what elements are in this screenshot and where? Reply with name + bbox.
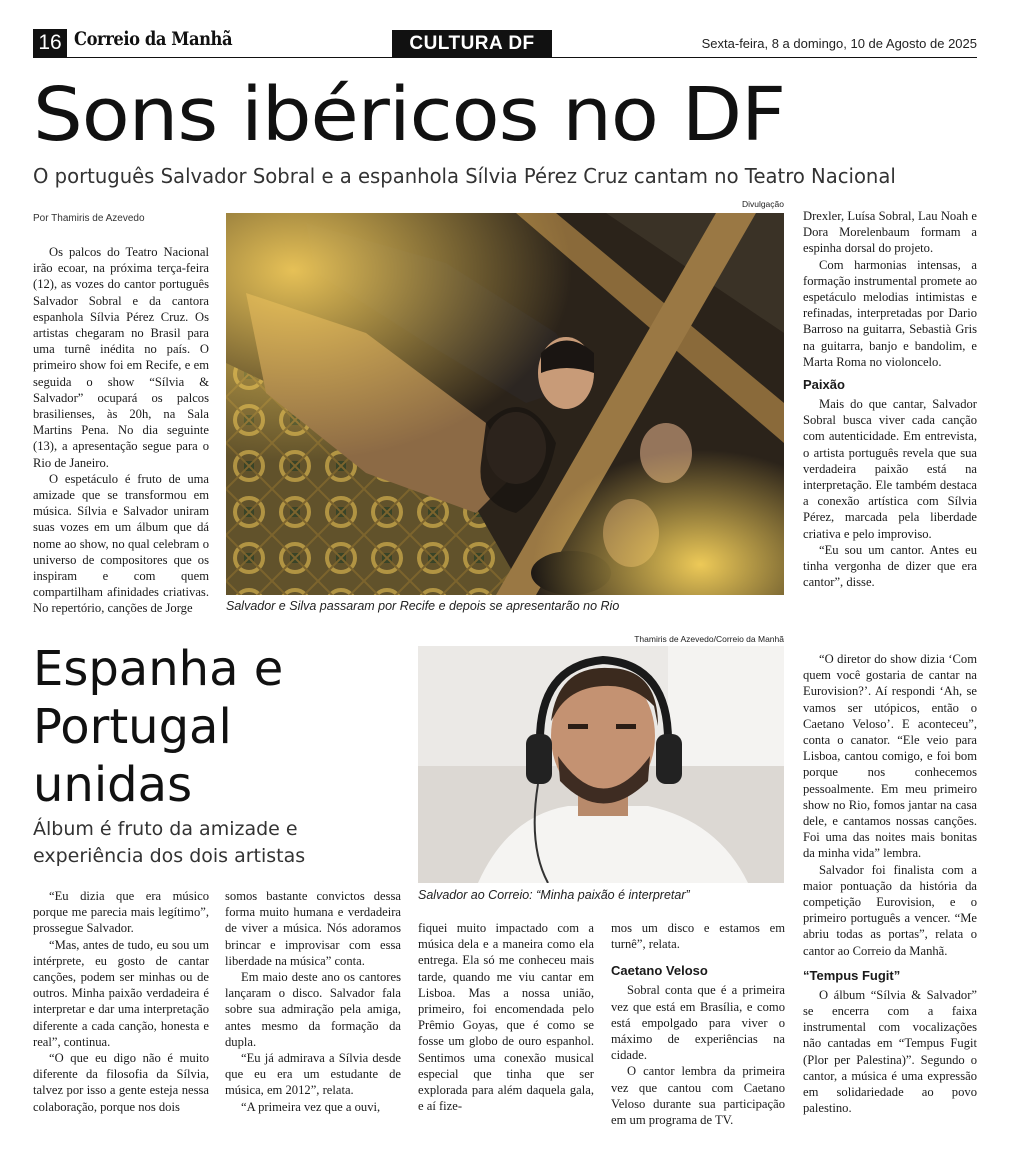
- paragraph: mos um disco e estamos em turnê”, relata.: [611, 921, 785, 952]
- paragraph: Drexler, Luísa Sobral, Lau Noah e Dora Morelenbaum formam a espinha dorsal do projeto.: [803, 209, 977, 256]
- article2-column-2: [225, 888, 401, 1115]
- paragraph: fiquei muito impactado com a música dela e a maneira como ela entrega. Ela só me conheceu mais tarde, quando me viu cantar em Lisboa. Mas a nossa união, primeiro, foi encomendada pelo Prêmio Goyas, que é como se fosse um globo de ouro espanhol. Sentimos uma conexão musical especial que tinha que ser explorada para além daquela gala, e aí fize-: [418, 921, 594, 1114]
- photo-credit: Divulgação: [741, 199, 784, 209]
- photo-caption: Salvador e Silva passaram por Recife e depois se apresentarão no Rio: [226, 599, 620, 613]
- paragraph: Salvador foi finalista com a maior pontuação da história da competição Eurovision, e o primeiro português a vencer. “Me abriu todas as portas”, relata o cantor ao Correio da Manhã.: [803, 862, 977, 958]
- subheadline-2: Álbum é fruto da amizade e experiência dos dois artistas: [33, 818, 306, 867]
- article2-column-4: [611, 920, 785, 1128]
- paragraph: O álbum “Sílvia & Salvador” se encerra com a faixa instrumental com vocalizações não cantadas em “Tempus Fugit (Plor per Palestina)”. Segundo o cantor, a música é uma expressão em solidariedade ao povo palestino.: [803, 987, 977, 1116]
- paragraph: “Eu já admirava a Sílvia desde que eu era um estudante de música, em 2012”, relata.: [225, 1051, 401, 1098]
- paragraph: O cantor lembra da primeira vez que cantou com Caetano Veloso durante sua participação em um programa de TV.: [611, 1064, 785, 1128]
- byline: Por Thamiris de Azevedo: [33, 213, 145, 224]
- paragraph: Em maio deste ano os cantores lançaram o disco. Salvador fala sobre sua admiração pela amiga, antes mesmo da formação da dupla.: [225, 970, 401, 1049]
- article2-column-3: [418, 920, 594, 1114]
- photo-credit-2: Thamiris de Azevedo/Correio da Manhã: [634, 634, 784, 644]
- newspaper-name: Correio da Manhã: [74, 28, 233, 50]
- header-rule: [33, 57, 977, 58]
- paragraph: “A primeira vez que a ouvi,: [241, 1099, 381, 1114]
- photo-caption-2: Salvador ao Correio: “Minha paixão é interpretar”: [418, 888, 690, 902]
- salvador-photo-illustration: [418, 646, 784, 883]
- article1-column-1: [33, 244, 209, 617]
- duo-photo-illustration: [226, 213, 784, 595]
- paragraph: somos bastante convictos dessa forma muito humana e verdadeira de viver a música. Nós adoramos brincar e improvisar com essa liberdade na música” conta.: [225, 889, 401, 968]
- article2-column-1: [33, 888, 209, 1115]
- paragraph: “Eu sou um cantor. Antes eu tinha vergonha de dizer que era cantor”, disse.: [803, 542, 977, 590]
- subheading: “Tempus Fugit”: [803, 967, 901, 983]
- paragraph: Com harmonias intensas, a formação instrumental promete ao espetáculo melodias intimistas e refinadas, interpretadas por Dario Barroso na guitarra, Sebastià Gris na guitarra, banjo e bandolim, e Marta Roma no violoncelo.: [803, 257, 977, 369]
- duo-photo: [226, 213, 784, 595]
- headline: Sons ibéricos no DF: [33, 72, 786, 158]
- paragraph: O espetáculo é fruto de uma amizade que se transformou em música. Sílvia e Salvador uniram suas vozes em um álbum que dá nome ao show, no qual celebram o universo de compositores que os inspiram e com quem compartilham afinidades criativas. No repertório, canções de Jorge: [33, 471, 209, 616]
- article2-column-5: [803, 651, 977, 1116]
- paragraph: “O diretor do show dizia ‘Com quem você gostaria de cantar na Eurovision?’. Aí respondi ‘Ah, se vamos ser utópicos, então o Caetano Veloso’. E aconteceu”, conta o canator. “Ele veio para Lisboa, cantou comigo, e foi bom porque nos conhecemos pessoalmente. Em meu primeiro show no Rio, fomos jantar na casa dele, e cantamos nossas canções. Foi uma das noites mais bonitas da minha vida” lembra.: [803, 652, 977, 861]
- paragraph: Os palcos do Teatro Nacional irão ecoar, na próxima terça-feira (12), as vozes do cantor português Salvador Sobral e da cantora espanhola Sílvia Pérez Cruz. Os artistas chegaram no Brasil para uma turnê inédita no país. O primeiro show foi em Recife, e em seguida o show “Sílvia & Salvador” ocupará os palcos brasilienses, às 20h, na Sala Martins Pena. No dia seguinte (13), a apresentação segue para o Rio de Janeiro.: [33, 245, 209, 470]
- subheadline: O português Salvador Sobral e a espanhola Sílvia Pérez Cruz cantam no Teatro Nacional: [33, 164, 896, 188]
- issue-date: Sexta-feira, 8 a domingo, 10 de Agosto de 2025: [701, 36, 977, 51]
- salvador-photo: [418, 646, 784, 883]
- paragraph: “O que eu digo não é muito diferente da filosofia da Sílvia, talvez por isso a gente esteja nessa colaboração, porque nos dois: [33, 1051, 209, 1114]
- section-label: CULTURA DF: [392, 30, 552, 58]
- subheading: Paixão: [803, 377, 845, 393]
- paragraph: Sobral conta que é a primeira vez que está em Brasília, e como está empolgado para viver o máximo de experiências na cidade.: [611, 983, 785, 1063]
- paragraph: Mais do que cantar, Salvador Sobral busca viver cada canção com autenticidade. Em entrevista, o artista português revela que sua verdadeira paixão está na interpretação. Ele também destaca a conexão artística com Sílvia Pérez, marcada pela liberdade criativa e pelo improviso.: [803, 397, 977, 541]
- article1-column-2: [803, 208, 977, 590]
- page-number: 16: [33, 29, 67, 57]
- paragraph: “Mas, antes de tudo, eu sou um intérprete, eu gosto de cantar canções, podem ser minhas ou de outros. Minha paixão verdadeira é interpretar e dar uma interpretação diferente a cada canção, honesta e real”, continua.: [33, 937, 209, 1049]
- paragraph: “Eu dizia que era músico porque me parecia mais legítimo”, prossegue Salvador.: [33, 889, 209, 936]
- subheading: Caetano Veloso: [611, 963, 708, 979]
- headline-2: Espanha e Portugal unidas: [33, 641, 284, 813]
